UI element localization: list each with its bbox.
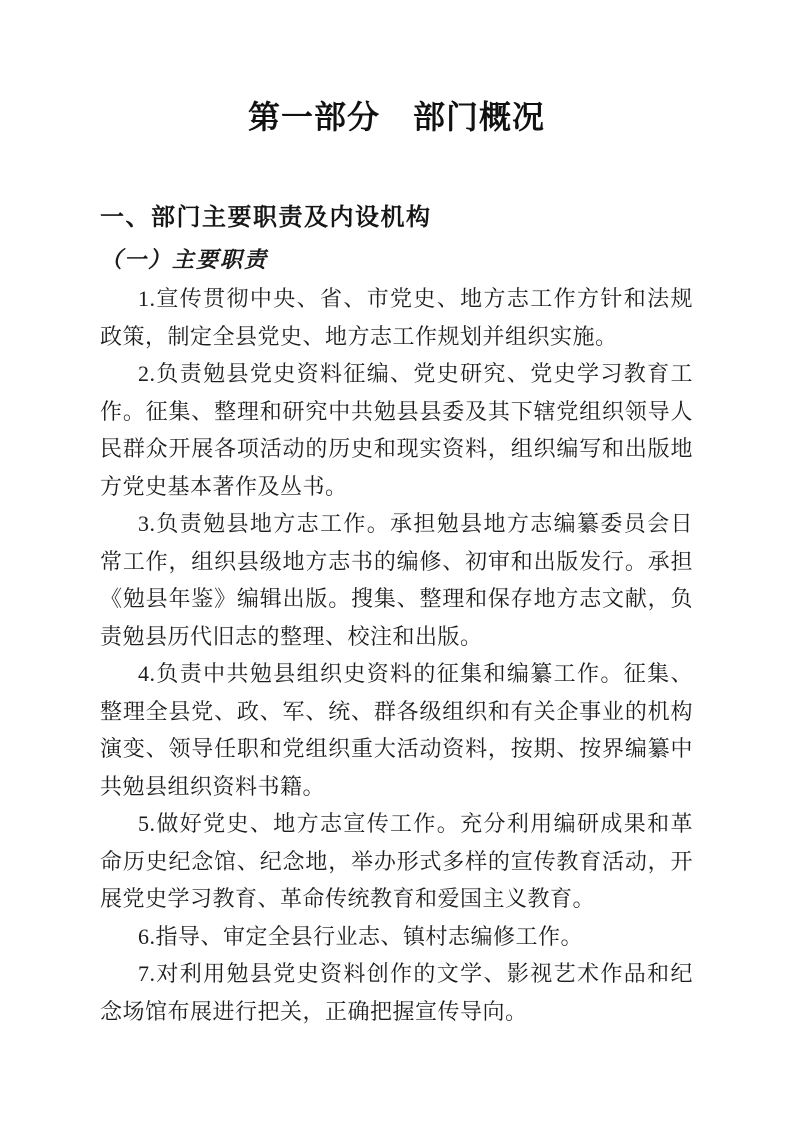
body-paragraph: 4.负责中共勉县组织史资料的征集和编纂工作。征集、整理全县党、政、军、统、群各级组织和有关企事业的机构演变、领导任职和党组织重大活动资料，按期、按界编纂中共勉县组织资料书籍。 xyxy=(100,661,693,799)
page-title: 第一部分 部门概况 xyxy=(247,99,545,135)
subsection-heading: （一）主要职责 xyxy=(100,247,269,272)
body-paragraph: 7.对利用勉县党史资料创作的文学、影视艺术作品和纪念场馆布展进行把关，正确把握宣传导向。 xyxy=(100,961,693,1024)
document-body xyxy=(100,280,693,1030)
section-heading: 一、部门主要职责及内设机构 xyxy=(100,204,432,231)
body-paragraph: 1.宣传贯彻中央、省、市党史、地方志工作方针和法规政策，制定全县党史、地方志工作规划并组织实施。 xyxy=(100,286,693,349)
body-paragraph: 3.负责勉县地方志工作。承担勉县地方志编纂委员会日常工作，组织县级地方志书的编修、初审和出版发行。承担《勉县年鉴》编辑出版。搜集、整理和保存地方志文献，负责勉县历代旧志的整理、校注和出版。 xyxy=(100,511,693,649)
body-paragraph: 2.负责勉县党史资料征编、党史研究、党史学习教育工作。征集、整理和研究中共勉县县委及其下辖党组织领导人民群众开展各项活动的历史和现实资料，组织编写和出版地方党史基本著作及丛书。 xyxy=(100,361,693,499)
body-paragraph: 5.做好党史、地方志宣传工作。充分利用编研成果和革命历史纪念馆、纪念地，举办形式多样的宣传教育活动，开展党史学习教育、革命传统教育和爱国主义教育。 xyxy=(100,811,693,911)
body-paragraph: 6.指导、审定全县行业志、镇村志编修工作。 xyxy=(138,923,584,949)
